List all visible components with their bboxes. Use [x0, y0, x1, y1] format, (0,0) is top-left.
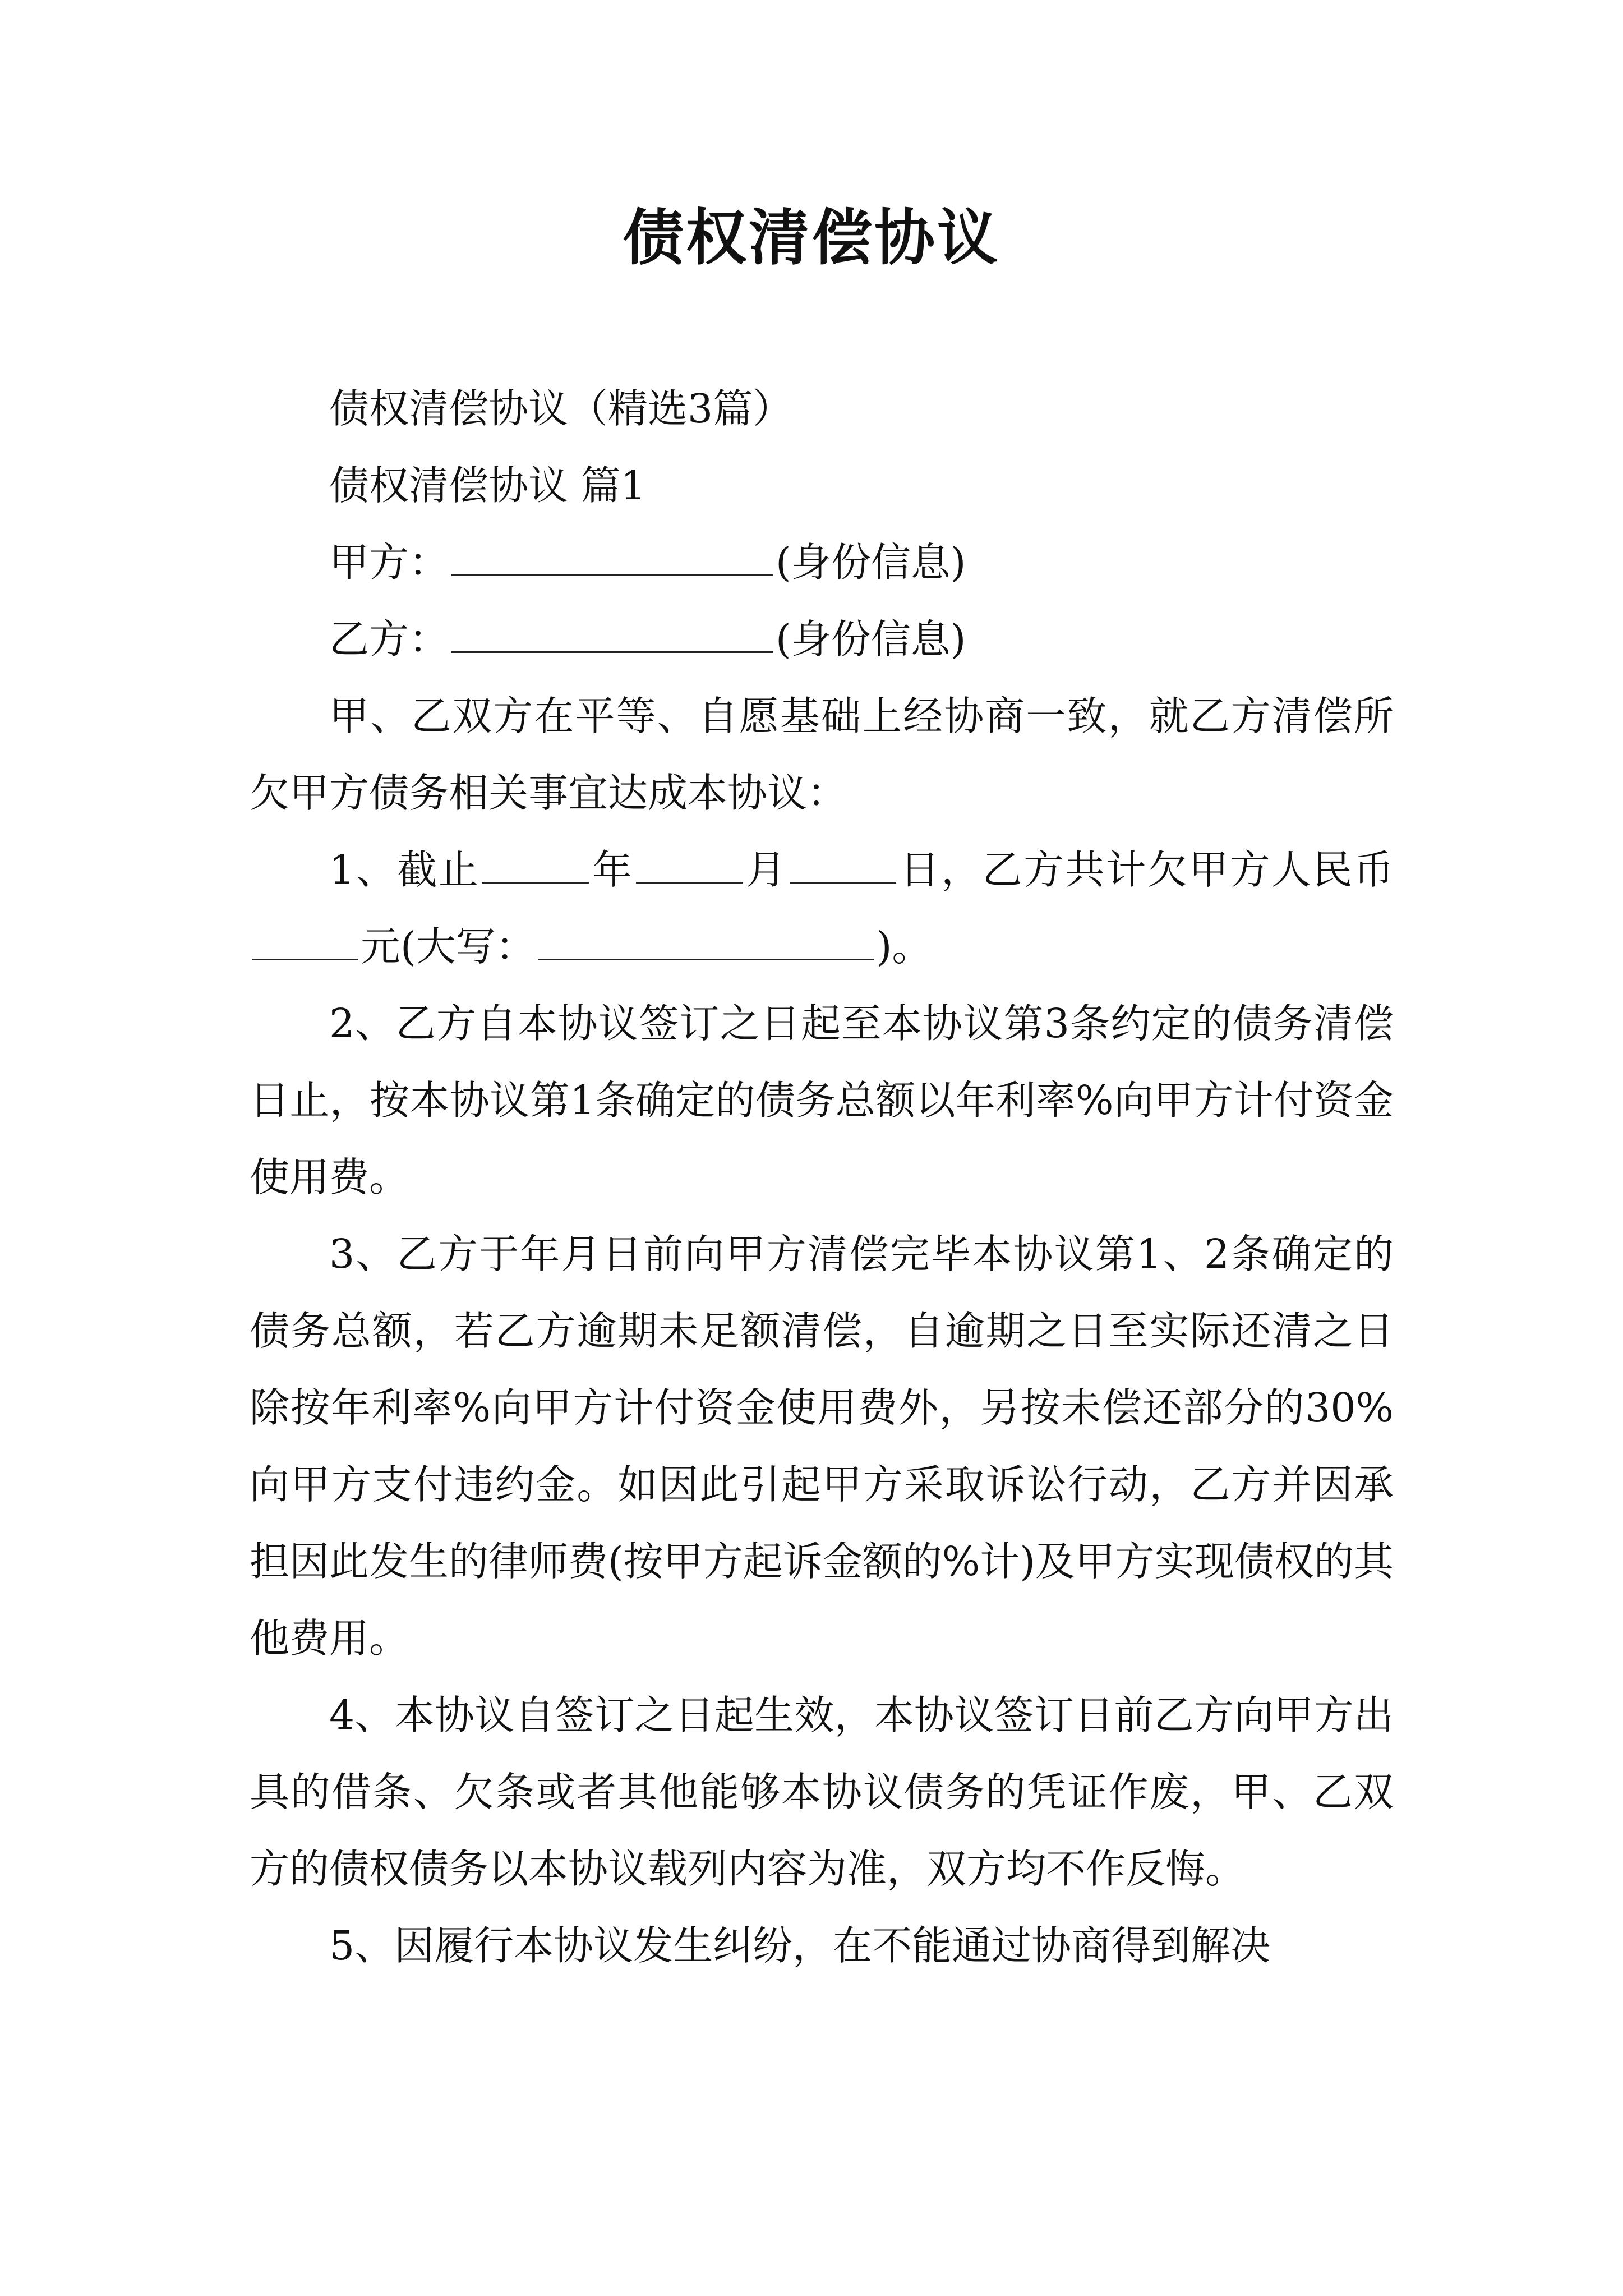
document-subtitle: 债权清偿协议（精选3篇）: [329, 385, 793, 432]
party-a-label: 甲方：: [329, 539, 449, 586]
party-b-line: [250, 601, 1394, 678]
clause-1: [250, 831, 1394, 985]
party-a-blank: [451, 543, 773, 576]
amount-blank: [252, 927, 358, 960]
clause-1-part6: )。: [876, 923, 932, 970]
document-body: [250, 370, 1394, 1984]
party-a-note: (身份信息): [776, 539, 966, 586]
party-a-line: [250, 524, 1394, 601]
day-blank: [790, 850, 896, 884]
clause-5: 5、因履行本协议发生纠纷，在不能通过协商得到解决: [329, 1922, 1271, 1969]
clause-1-part1: 1、截止: [329, 846, 480, 893]
clause-1-part3: 月: [744, 846, 787, 893]
clause-1-part2: 年: [591, 846, 634, 893]
party-b-label: 乙方：: [329, 616, 449, 662]
clause-4: 4、本协议自签订之日起生效，本协议签订日前乙方向甲方出具的借条、欠条或者其他能够本协议债务的凭证作废，甲、乙双方的债权债务以本协议载列内容为准，双方均不作反悔。: [250, 1692, 1394, 1892]
amount-words-blank: [538, 927, 874, 960]
party-b-blank: [451, 620, 773, 653]
party-b-note: (身份信息): [776, 616, 966, 662]
document-title: 债权清偿协议: [623, 203, 1000, 273]
year-blank: [482, 850, 589, 884]
section-heading: 债权清偿协议 篇1: [329, 462, 646, 509]
clause-3: 3、乙方于年月日前向甲方清偿完毕本协议第1、2条确定的债务总额，若乙方逾期未足额清偿，自逾期之日至实际还清之日除按年利率%向甲方计付资金使用费外，另按未偿还部分的30%向甲方支付违约金。如因此引起甲方采取诉讼行动，乙方并因承担因此发生的律师费(按甲方起诉金额的%计)及甲方实现债权的其他费用。: [250, 1231, 1394, 1662]
clause-2: 2、乙方自本协议签订之日起至本协议第3条约定的债务清偿日止，按本协议第1条确定的债务总额以年利率%向甲方计付资金使用费。: [250, 1000, 1394, 1200]
intro-paragraph: 甲、乙双方在平等、自愿基础上经协商一致，就乙方清偿所欠甲方债务相关事宜达成本协议：: [250, 693, 1394, 816]
clause-1-part4: 日，乙方共计欠甲方人民币: [898, 846, 1394, 893]
month-blank: [636, 850, 743, 884]
clause-1-part5: 元(大写：: [361, 923, 536, 970]
